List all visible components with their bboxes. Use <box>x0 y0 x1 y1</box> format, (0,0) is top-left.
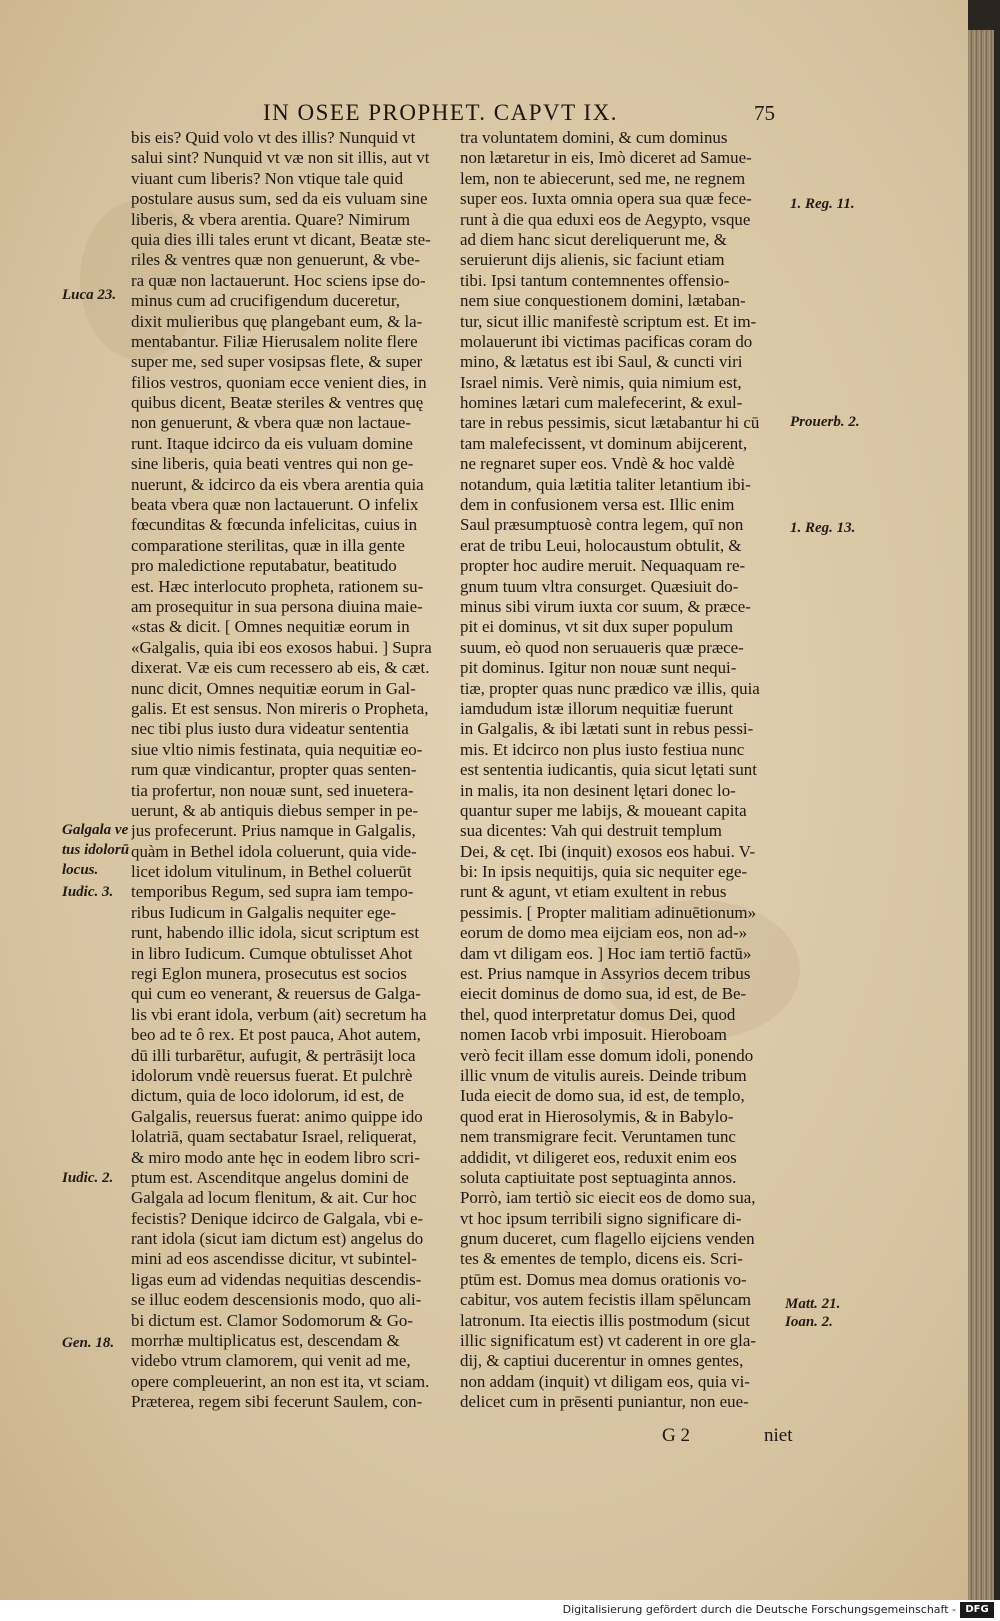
text-line: pit dominus. Igitur non nouæ sunt nequi- <box>460 658 737 678</box>
text-line: fœcunditas & fœcunda infelicitas, cuius in <box>131 515 418 535</box>
text-line: nomen Iacob vrbi imposuit. Hieroboam <box>460 1025 727 1045</box>
text-line: runt & agunt, vt etiam exultent in rebus <box>460 882 727 902</box>
text-line: «Galgalis, quia ibi eos exosos habui. ] Supra <box>131 637 432 657</box>
text-line: gnum duceret, cum flagello eijciens venden <box>460 1229 755 1249</box>
text-line: dū illi turbarētur, aufugit, & pertrāsijt loca <box>131 1045 416 1065</box>
text-line: pessimis. [ Propter malitiam adinuētionum» <box>460 902 757 922</box>
text-line: ad diem hanc sicut dereliquerunt me, & <box>460 229 727 249</box>
text-line: siue vltio nimis festinata, quia nequitiæ eo- <box>131 739 423 759</box>
text-line: galis. Et est sensus. Non mireris o Propheta, <box>131 698 429 718</box>
text-line: sua dicentes: Vah qui destruit templum <box>460 821 722 841</box>
text-line: riles & ventres quæ non genuerunt, & vbe- <box>131 250 420 270</box>
text-line: delicet cum in prēsenti puniantur, non eue- <box>460 1392 749 1412</box>
text-line: quia dies illi tales erunt vt dicant, Beatæ ste- <box>131 229 431 249</box>
text-line: nuerunt, & idcirco da eis vbera arentia quia <box>131 474 424 494</box>
text-line: seruierunt dijs alienis, sic faciunt etiam <box>460 250 725 270</box>
text-line: Præterea, regem sibi fecerunt Saulem, con- <box>131 1392 423 1412</box>
text-line: mis. Et idcirco non plus iusto festiua nunc <box>460 739 745 759</box>
text-line: runt à die qua eduxi eos de Aegypto, vsque <box>460 209 751 229</box>
text-line: nunc dicit, Omnes nequitiæ eorum in Gal- <box>131 678 416 698</box>
text-line: lolatriā, quam sectabatur Israel, reliquerat, <box>131 1127 417 1147</box>
text-line: est. Prius namque in Assyrios decem tribus <box>460 964 751 984</box>
running-head: IN OSEE PROPHET. CAPVT IX. <box>263 100 619 125</box>
right-text-column <box>460 128 776 1413</box>
margin-note-gen: Gen. 18. <box>62 1335 115 1351</box>
text-line: pro maledictione reputabatur, beatitudo <box>131 556 397 576</box>
text-line: erat de tribu Leui, holocaustum obtulit, & <box>460 535 742 555</box>
text-line: dij, & captiui ducerentur in omnes gentes, <box>460 1351 744 1371</box>
text-line: rum quæ vindicantur, propter quas senten- <box>131 760 417 780</box>
text-line: Galgalis, reuersus fuerat: animo quippe ido <box>131 1106 423 1126</box>
text-line: dem in confusionem versa est. Illic enim <box>460 495 735 515</box>
margin-note-galgala-1: Galgala ve <box>62 822 129 838</box>
text-line: bi: In ipsis nequitijs, quia sic nequiter ege- <box>460 862 748 882</box>
text-line: fecistis? Denique idcirco de Galgala, vbi e- <box>131 1208 424 1228</box>
text-line: tia profertur, non nouæ sunt, sed inuetera- <box>131 780 414 800</box>
text-line: idolorum vndè reuersus fuerat. Et pulchrè <box>131 1065 413 1085</box>
text-line: rant idola (sicut iam dictum est) angelus do <box>131 1229 424 1249</box>
text-line: Dei, & cęt. Ibi (inquit) exosos eos habui. V- <box>460 841 756 861</box>
text-line: «stas & dicit. [ Omnes nequitiæ eorum in <box>131 617 410 637</box>
margin-note-galgala-3: locus. <box>62 862 99 878</box>
text-line: ne regnaret super eos. Vndè & hoc valdè <box>460 454 735 474</box>
text-line: lem, non te abiecerunt, sed me, ne regnem <box>460 168 746 188</box>
text-line: salui sint? Nunquid vt væ non sit illis, aut vt <box>131 148 430 168</box>
text-line: tra voluntatem domini, & cum dominus <box>460 128 728 147</box>
text-line: ra quæ non lactauerunt. Hoc sciens ipse do- <box>131 270 426 290</box>
text-line: tes & ementes de templo, dicens eis. Scri- <box>460 1249 743 1269</box>
text-line: nem siue conquestionem domini, lætaban- <box>460 291 746 311</box>
footer-credit: Digitalisierung gefördert durch die Deutsche Forschungsgemeinschaft - <box>562 1603 956 1616</box>
text-line: non genuerunt, & vbera quæ non lactaue- <box>131 413 412 433</box>
margin-note-reg-2: 1. Reg. 13. <box>790 520 856 536</box>
text-line: latronum. Ita eiectis illis postmodum (sicut <box>460 1310 750 1330</box>
text-line: tur, sicut illic manifestè scriptum est. Et im- <box>460 311 757 331</box>
footer-bar <box>0 1600 1000 1621</box>
text-line: Porrò, iam tertiò sic eiecit eos de domo sua, <box>460 1188 756 1208</box>
text-line: & miro modo ante hęc in eodem libro scri- <box>131 1147 420 1167</box>
text-line: in malis, ita non desinent lętari donec lo- <box>460 780 736 800</box>
text-line: mentabantur. Filiæ Hierusalem nolite flere <box>131 331 418 351</box>
text-line: lis vbi erant idola, verbum (ait) secretum ha <box>131 1004 427 1024</box>
text-line: in libro Iudicum. Cumque obtulisset Ahot <box>131 943 413 963</box>
text-line: cabitur, vos autem fecistis illam spēluncam <box>460 1290 752 1310</box>
text-line: iamdudum istæ illorum nequitiæ fuerunt <box>460 698 734 718</box>
text-line: beata vbera quæ non lactauerunt. O infelix <box>131 495 419 515</box>
text-line: quantur super me labijs, & moueant capita <box>460 800 747 820</box>
text-line: postulare ausus sum, sed da eis vuluam sine <box>131 189 428 209</box>
text-line: super me, sed super vosipsas flete, & super <box>131 352 423 372</box>
text-line: mini ad eos ascendisse dicitur, vt subintel- <box>131 1249 417 1269</box>
text-line: Israel nimis. Verè nimis, quia nimium est, <box>460 372 742 392</box>
text-line: propter hoc audire meruit. Nequaquam re- <box>460 556 746 576</box>
text-line: opere compleuerint, an non est ita, vt sciam. <box>131 1371 430 1391</box>
text-line: jus profecerunt. Prius namque in Galgalis, <box>131 821 416 841</box>
text-line: morrhæ multiplicatus est, descendam & <box>131 1331 400 1351</box>
text-line: minus sibi virum iuxta cor suum, & præce- <box>460 596 751 616</box>
margin-note-luca: Luca 23. <box>62 287 117 303</box>
text-line: non addam (inquit) vt diligam eos, quia vi- <box>460 1371 750 1391</box>
left-text-column <box>131 128 447 1413</box>
text-line: in Galgalis, & ibi lætati sunt in rebus pessi- <box>460 719 754 739</box>
text-line: super eos. Iuxta omnia opera sua quæ fece- <box>460 189 752 209</box>
text-line: dixerat. Væ eis cum recessero ab eis, & cæt. <box>131 658 430 678</box>
text-line: homines lætari cum malefecerint, & exul- <box>460 393 743 413</box>
text-line: temporibus Regum, sed supra iam tempo- <box>131 882 414 902</box>
text-line: gnum tuum vltra consurget. Quæsiuit do- <box>460 576 739 596</box>
text-line: runt, habendo illic idola, sicut scriptum est <box>131 923 420 943</box>
text-line: Galgala ad locum flenitum, & ait. Cur hoc <box>131 1188 417 1208</box>
text-line: thel, quod interpretatur domus Dei, quod <box>460 1004 736 1024</box>
text-line: bis eis? Quid volo vt des illis? Nunquid vt <box>131 128 416 147</box>
text-line: videbo vtrum clamorem, qui venit ad me, <box>131 1351 411 1371</box>
text-line: nec tibi plus iusto dura videatur sententia <box>131 719 409 739</box>
text-line: notandum, quia lætitia taliter letantium ibi- <box>460 474 751 494</box>
text-line: tam malefecissent, vt dominum abijcerent, <box>460 433 748 453</box>
text-line: illic significatum est) vt caderent in ore gla- <box>460 1331 756 1351</box>
margin-note-galgala-2: tus idolorū <box>62 842 130 858</box>
page-edges <box>968 30 994 1600</box>
margin-note-judic-2: Iudic. 2. <box>62 1170 114 1186</box>
text-line: quod erat in Hierosolymis, & in Babylo- <box>460 1106 734 1126</box>
margin-note-ioan: Ioan. 2. <box>785 1314 833 1330</box>
text-line: se illuc eodem descensionis modo, quo ali- <box>131 1290 422 1310</box>
text-line: ligas eum ad videndas nequitias descendis- <box>131 1269 422 1289</box>
folio-number: 75 <box>754 101 775 125</box>
text-line: Saul præsumptuosè contra legem, quī non <box>460 515 744 535</box>
text-line: mino, & lætatus est ibi Saul, & cuncti viri <box>460 352 743 372</box>
text-line: est. Hæc interlocuto propheta, rationem su- <box>131 576 424 596</box>
text-line: uerunt, & ab antiquis diebus semper in pe- <box>131 800 419 820</box>
text-line: beo ad te ô rex. Et post pauca, Ahot autem, <box>131 1025 421 1045</box>
text-line: molauerunt ibi victimas pacificas coram do <box>460 331 753 351</box>
text-line: dixit mulieribus quę plangebant eum, & la- <box>131 311 423 331</box>
text-line: est sententia iudicantis, quia sicut lętati sunt <box>460 760 757 780</box>
text-line: licet idolum vitulinum, in Bethel coluerūt <box>131 862 412 882</box>
text-line: viuant cum liberis? Non vtique tale quid <box>131 168 404 188</box>
text-line: eiecit dominus de domo sua, id est, de Be- <box>460 984 747 1004</box>
text-line: addidit, vt diligeret eos, reduxit enim eos <box>460 1147 737 1167</box>
text-line: qui cum eo venerant, & reuersus de Galga- <box>131 984 421 1004</box>
text-line: ptūm est. Domus mea domus orationis vo- <box>460 1269 747 1289</box>
text-line: soluta captiuitate post septuaginta annos. <box>460 1167 737 1187</box>
text-line: suum, eò quod non seruaueris quæ præce- <box>460 637 744 657</box>
dfg-logo: DFG <box>960 1602 994 1618</box>
text-line: sine liberis, quia beati ventres qui non ge- <box>131 454 414 474</box>
text-line: verò fecit illam esse domum idoli, ponendo <box>460 1045 754 1065</box>
margin-note-prouerb: Prouerb. 2. <box>790 414 860 430</box>
text-line: ptum est. Ascenditque angelus domini de <box>131 1167 409 1187</box>
text-line: vt hoc ipsum terribili signo significare di- <box>460 1208 742 1228</box>
text-line: tiæ, propter quas nunc prædico væ illis, quia <box>460 678 760 698</box>
text-line: ribus Iudicum in Galgalis nequiter ege- <box>131 902 397 922</box>
text-line: runt. Itaque idcirco da eis vuluam domine <box>131 433 413 453</box>
text-line: quibus dicent, Beatæ steriles & ventres quę <box>131 393 424 413</box>
text-line: minus cum ad crucifigendum duceretur, <box>131 291 401 311</box>
margin-note-matt: Matt. 21. <box>785 1296 841 1312</box>
text-line: filios vestros, quoniam ecce venient dies, in <box>131 372 427 392</box>
text-line: tibi. Ipsi tantum contemnentes offensio- <box>460 270 730 290</box>
text-line: regi Eglon munera, prosecutus est socios <box>131 964 407 984</box>
text-line: dam vt diligam eos. ] Hoc iam tertiō factū» <box>460 943 752 963</box>
text-line: pit ei dominus, vt sit dux super populum <box>460 617 734 637</box>
text-line: quàm in Bethel idola coluerunt, quia vide- <box>131 841 417 861</box>
text-line: comparatione sterilitas, quæ in illa gente <box>131 535 405 555</box>
text-line: dictum, quia de loco idolorum, id est, de <box>131 1086 405 1106</box>
text-line: illic vnum de vitulis aureis. Deinde tribum <box>460 1065 747 1085</box>
text-line: nem transmigrare fecit. Veruntamen tunc <box>460 1127 736 1147</box>
text-line: am prosequitur in sua persona diuina maie- <box>131 596 423 616</box>
signature-mark: G 2 <box>662 1425 690 1446</box>
text-line: Iuda eiecit de domo sua, id est, de templo, <box>460 1086 745 1106</box>
text-line: non lætaretur in eis, Imò diceret ad Samue- <box>460 148 752 168</box>
text-line: tare in rebus pessimis, sicut lætabantur hi cū <box>460 413 760 433</box>
margin-note-reg-1: 1. Reg. 11. <box>790 196 855 212</box>
catchword: niet <box>764 1425 793 1446</box>
text-line: eorum de domo mea eijciam eos, non ad-» <box>460 923 748 943</box>
margin-note-judic-3: Iudic. 3. <box>62 884 114 900</box>
text-line: liberis, & vbera arentia. Quare? Nimirum <box>131 209 411 229</box>
text-line: bi dictum est. Clamor Sodomorum & Go- <box>131 1310 413 1330</box>
